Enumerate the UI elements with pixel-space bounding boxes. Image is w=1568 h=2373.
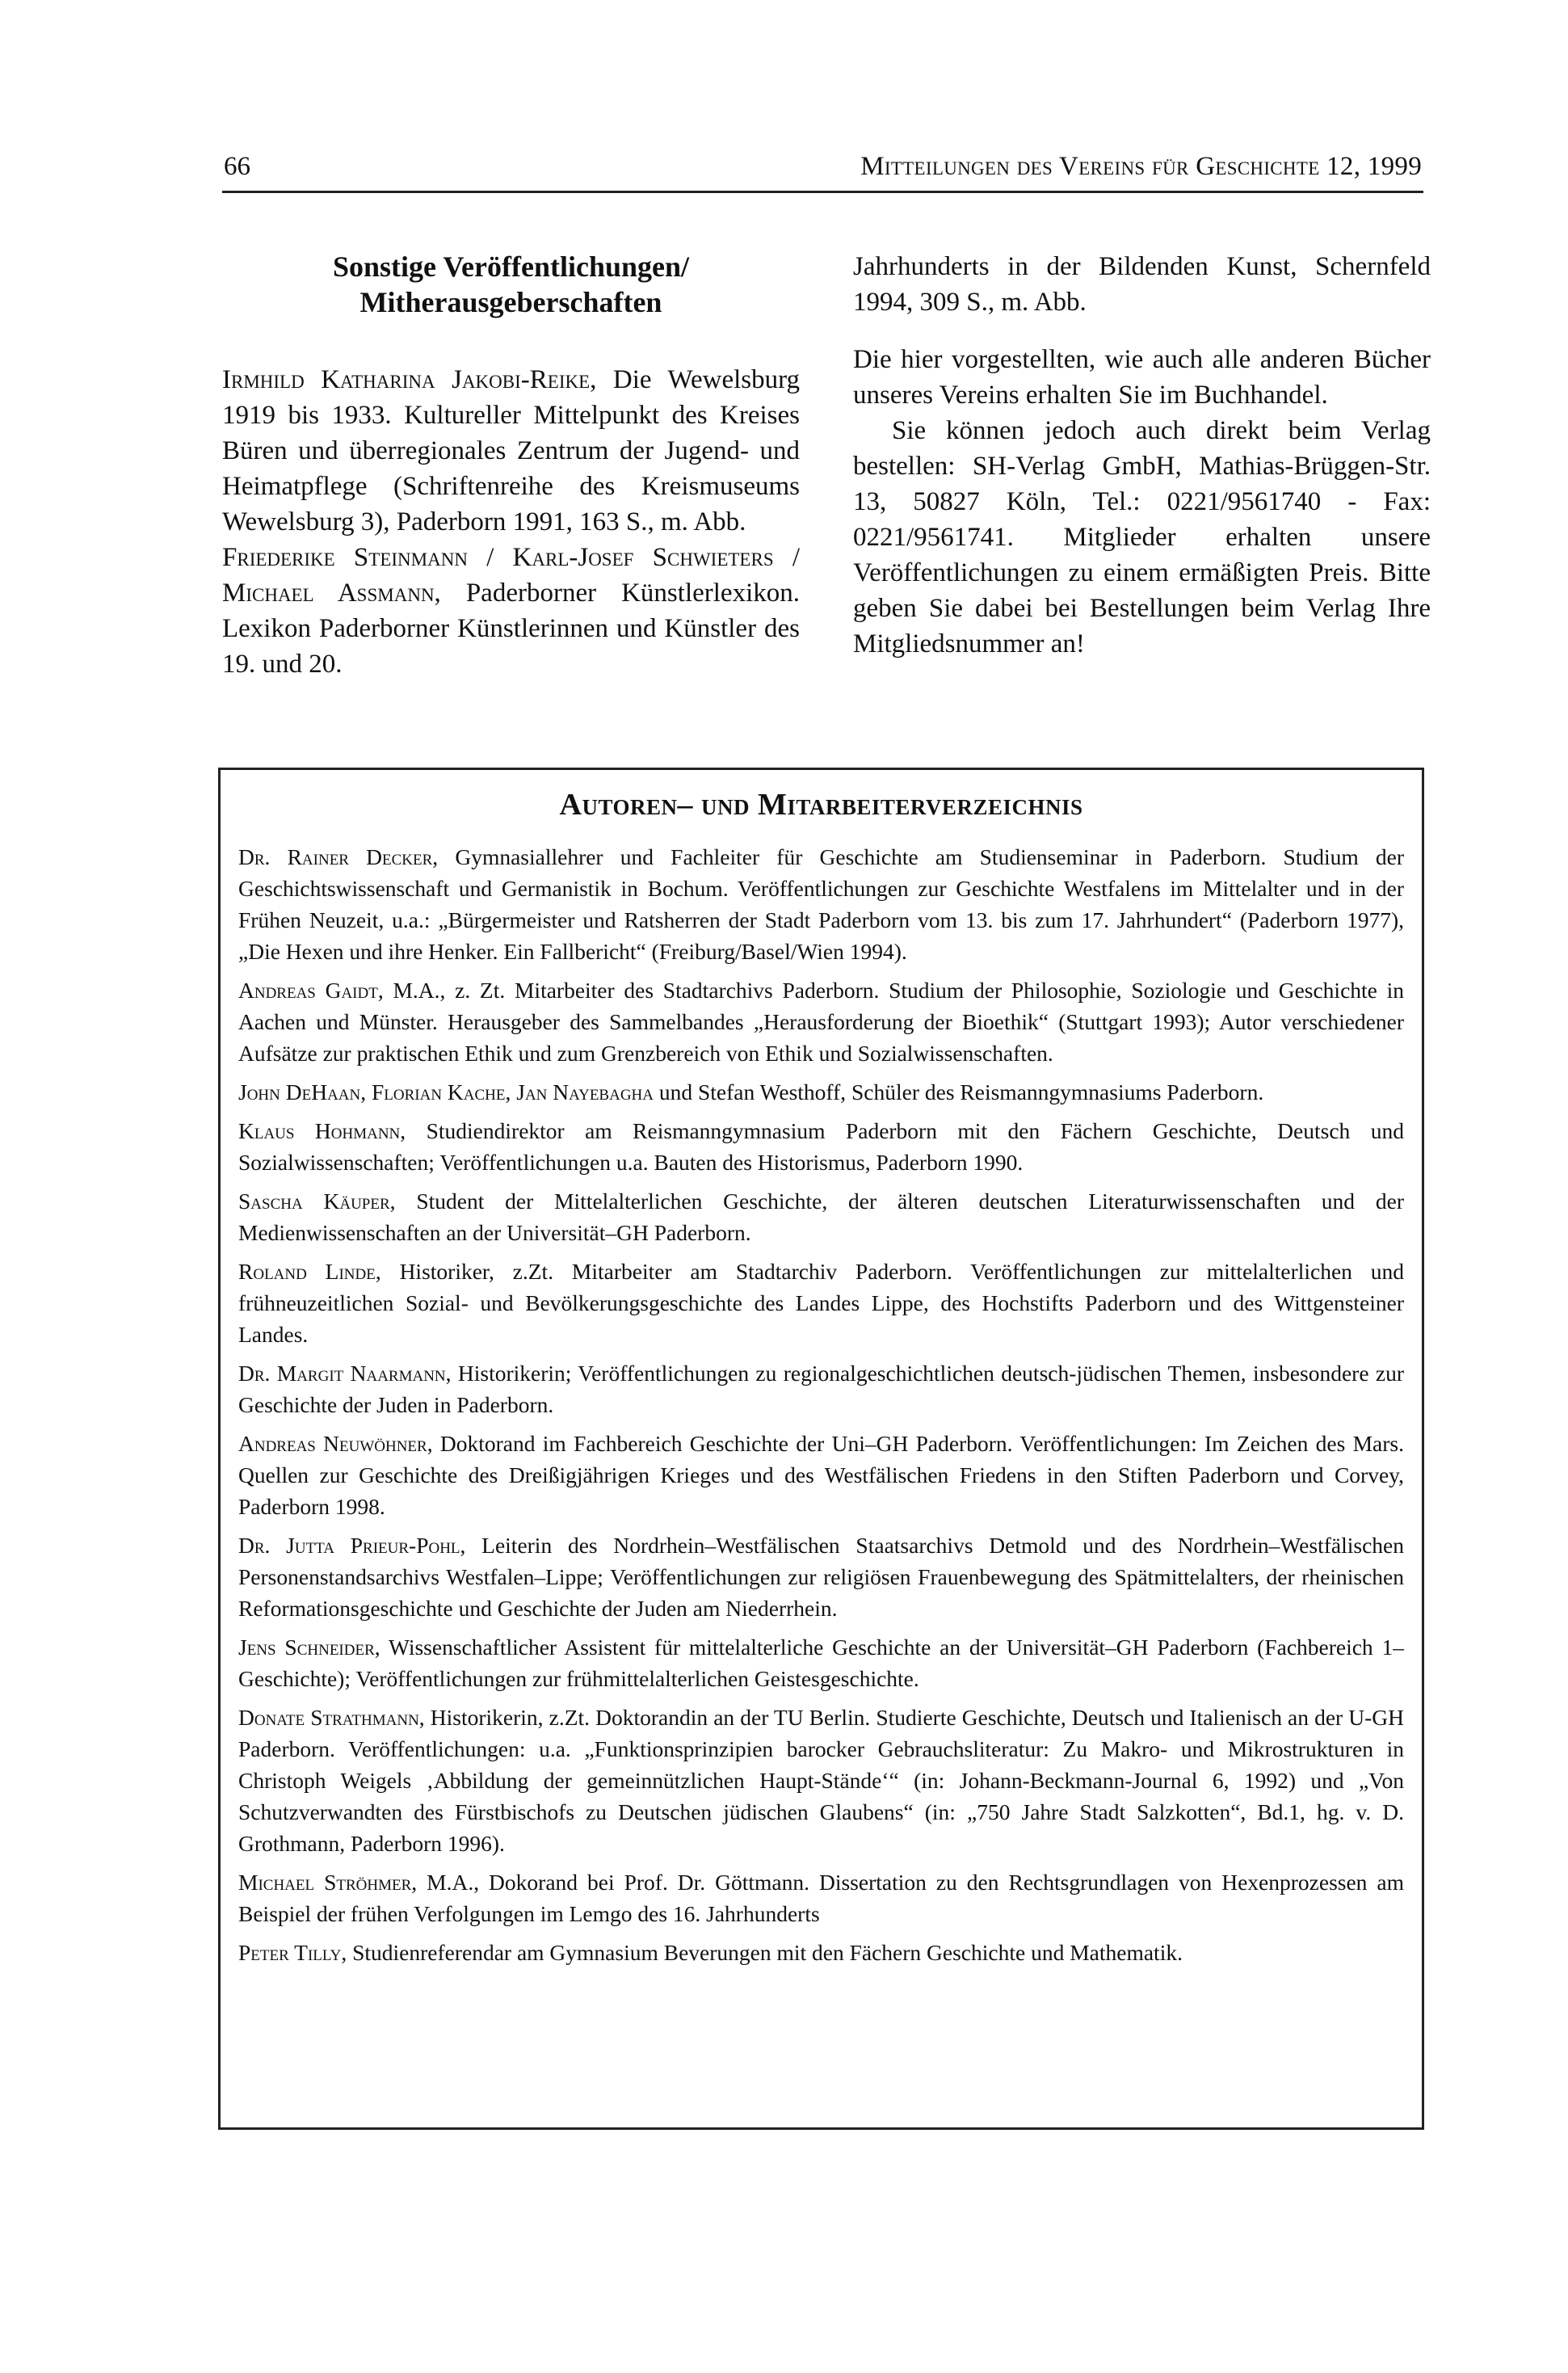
directory-entry — [238, 1702, 1404, 1859]
entry-name: Dr. Margit Naarmann, — [238, 1361, 452, 1386]
directory-entry — [238, 1937, 1404, 1968]
entry-text: M.A., z. Zt. Mitarbeiter des Stadtarchivs Paderborn. Studium der Philosophie, Soziologie und Geschichte in Aachen und Münster. Herausgeber des Sammelbandes „Herausforderung der Bioethik“ (Stuttgart 1993); Autor verschiedener Aufsätze zur praktischen Ethik und zum Grenzbereich von Ethik und Sozialwissenschaften. — [238, 978, 1404, 1066]
publication-entry — [222, 540, 800, 682]
section-title-line1: Sonstige Veröffentlichungen/ — [332, 250, 690, 283]
entry-text: Doktorand im Fachbereich Geschichte der Uni–GH Paderborn. Veröffentlichungen: Im Zeichen des Mars. Quellen zur Geschichte des Dreißigjährigen Krieges und des Westfälischen Friedens in den Stiften Paderborn und Corvey, Paderborn 1998. — [238, 1431, 1405, 1519]
entry-text: Historikerin, z.Zt. Doktorandin an der TU Berlin. Studierte Geschichte, Deutsch und Italienisch an der U-GH Paderborn. Veröffentlichungen: u.a. „Funktionsprinzipien barocker Gebrauchsliteratur: Zu Makro- und Mikrostrukturen in Christoph Weigels ‚Abbildung der gemeinnützlichen Haupt-Stände‘“ (in: Johann-Beckmann-Journal 6, 1992) und „Von Schutzverwandten des Fürstbischofs zu Deutschen jüdischen Glaubens“ (in: „750 Jahre Stadt Salzkotten“, Bd.1, hg. v. D. Grothmann, Paderborn 1996). — [238, 1705, 1405, 1856]
entry-text: Studiendirektor am Reismanngymnasium Paderborn mit den Fächern Geschichte, Deutsch und Sozialwissenschaften; Veröffentlichungen u.a. Bauten des Historismus, Paderborn 1990. — [238, 1118, 1404, 1175]
entry-name: Klaus Hohmann, — [238, 1118, 406, 1143]
entry-text: M.A., Dokorand bei Prof. Dr. Göttmann. Dissertation zu den Rechtsgrundlagen von Hexenprozessen am Beispiel der frühen Verfolgungen im Lemgo des 16. Jahrhunderts — [238, 1870, 1405, 1926]
entry-name: Sascha Käuper, — [238, 1189, 396, 1214]
directory-title: Autoren– und Mitarbeiterverzeichnis — [559, 788, 1083, 822]
entry-author: Friederike Steinmann / Karl-Josef Schwieters / Michael Assmann, — [222, 543, 800, 608]
directory-entry — [238, 974, 1404, 1069]
continuation-text: Jahrhunderts in der Bildenden Kunst, Schernfeld 1994, 309 S., m. Abb. — [853, 252, 1431, 317]
right-column — [853, 249, 1431, 662]
entry-name: Michael Ströhmer, — [238, 1870, 418, 1895]
entry-name: Dr. Rainer Decker, — [238, 844, 439, 869]
ordering-text: Sie können jedoch auch direkt beim Verlag bestellen: SH-Verlag GmbH, Mathias-Brüggen-Str. 13, 50827 Köln, Tel.: 0221/9561740 - Fax: 0221/9561741. Mitglieder erhalten unsere Veröffentlichungen zu einem ermäßigten Preis. Bitte geben Sie dabei bei Bestellungen beim Verlag Ihre Mitgliedsnummer an! — [853, 416, 1431, 658]
entry-text: Historikerin; Veröffentlichungen zu regionalgeschichtlichen deutsch-jüdischen Themen, insbesondere zur Geschichte der Juden in Paderborn. — [238, 1361, 1404, 1417]
entry-text: Leiterin des Nordrhein–Westfälischen Staatsarchivs Detmold und des Nordrhein–Westfälischen Personenstandsarchivs Westfalen–Lippe; Veröffentlichungen zur religiösen Frauenbewegung des Spätmittelalters, der rheinischen Reformationsgeschichte und Geschichte der Juden am Niederrhein. — [238, 1533, 1404, 1621]
entry-author: Irmhild Katharina Jakobi-Reike, — [222, 365, 597, 394]
entry-text: und Stefan Westhoff, Schüler des Reismanngymnasiums Paderborn. — [658, 1079, 1264, 1104]
entry-text: Die Wewelsburg 1919 bis 1933. Kultureller Mittelpunkt des Kreises Büren und überregionales Zentrum der Jugend- und Heimatpflege (Schriftenreihe des Kreismuseums Wewelsburg 3), Paderborn 1991, 163 S., m. Abb. — [222, 365, 800, 536]
running-title: Mitteilungen des Vereins für Geschichte 12, 1999 — [860, 152, 1422, 181]
directory-entry — [238, 1185, 1404, 1248]
author-directory-box — [218, 768, 1424, 2130]
directory-entry — [238, 1256, 1404, 1350]
entry-text: Student der Mittelalterlichen Geschichte, der älteren deutschen Literaturwissenschaften und der Medienwissenschaften an der Universität–GH Paderborn. — [238, 1189, 1404, 1245]
entry-text: Wissenschaftlicher Assistent für mittelalterliche Geschichte an der Universität–GH Paderborn (Fachbereich 1–Geschichte); Veröffentlichungen zur frühmittelalterlichen Geistesgeschichte. — [238, 1635, 1404, 1691]
directory-entry — [238, 1631, 1404, 1694]
entry-name: Roland Linde, — [238, 1259, 381, 1284]
entry-text: Historiker, z.Zt. Mitarbeiter am Stadtarchiv Paderborn. Veröffentlichungen zur mittelalterlichen und frühneuzeitlichen Sozial- und Bevölkerungsgeschichte des Landes Lippe, des Hochstifts Paderborn und des Wittgensteiner Landes. — [238, 1259, 1405, 1347]
section-title — [222, 249, 800, 320]
entry-text: Paderborner Künstlerlexikon. Lexikon Paderborner Künstlerinnen und Künstler des 19. und 20. — [222, 579, 800, 679]
running-header — [222, 150, 1423, 193]
directory-entry — [238, 1866, 1404, 1929]
directory-entry — [238, 1115, 1404, 1178]
entry-text: Gymnasiallehrer und Fachleiter für Geschichte am Studienseminar in Paderborn. Studium der Geschichtswissenschaft und Germanistik in Bochum. Veröffentlichungen zur Geschichte Westfalens im Mittelalter und in der Frühen Neuzeit, u.a.: „Bürgermeister und Ratsherren der Stadt Paderborn vom 13. bis zum 17. Jahrhundert“ (Paderborn 1977), „Die Hexen und ihre Henker. Ein Fallbericht“ (Freiburg/Basel/Wien 1994). — [238, 844, 1405, 964]
entry-name: Donate Strathmann, — [238, 1705, 425, 1730]
notice-text: Die hier vorgestellten, wie auch alle anderen Bücher unseres Vereins erhalten Sie im Buchhandel. — [853, 345, 1431, 410]
directory-entry — [238, 1357, 1404, 1420]
entry-name: Andreas Gaidt, — [238, 978, 384, 1003]
entry-name: Andreas Neuwöhner, — [238, 1431, 433, 1456]
page-number: 66 — [224, 152, 250, 181]
directory-entry — [238, 1076, 1404, 1108]
publication-entry — [222, 362, 800, 540]
entry-name: Dr. Jutta Prieur-Pohl, — [238, 1533, 466, 1558]
directory-entry — [238, 1428, 1404, 1522]
entry-text: Studienreferendar am Gymnasium Beverungen mit den Fächern Geschichte und Mathematik. — [352, 1940, 1183, 1965]
left-column — [222, 249, 800, 682]
directory-entry — [238, 841, 1404, 967]
entry-name: Peter Tilly, — [238, 1940, 347, 1965]
entry-name: John DeHaan, Florian Kache, Jan Nayebagha — [238, 1079, 654, 1104]
directory-entries — [238, 841, 1404, 1968]
section-title-line2: Mitherausgeberschaften — [359, 286, 662, 318]
directory-entry — [238, 1529, 1404, 1624]
entry-name: Jens Schneider, — [238, 1635, 380, 1660]
